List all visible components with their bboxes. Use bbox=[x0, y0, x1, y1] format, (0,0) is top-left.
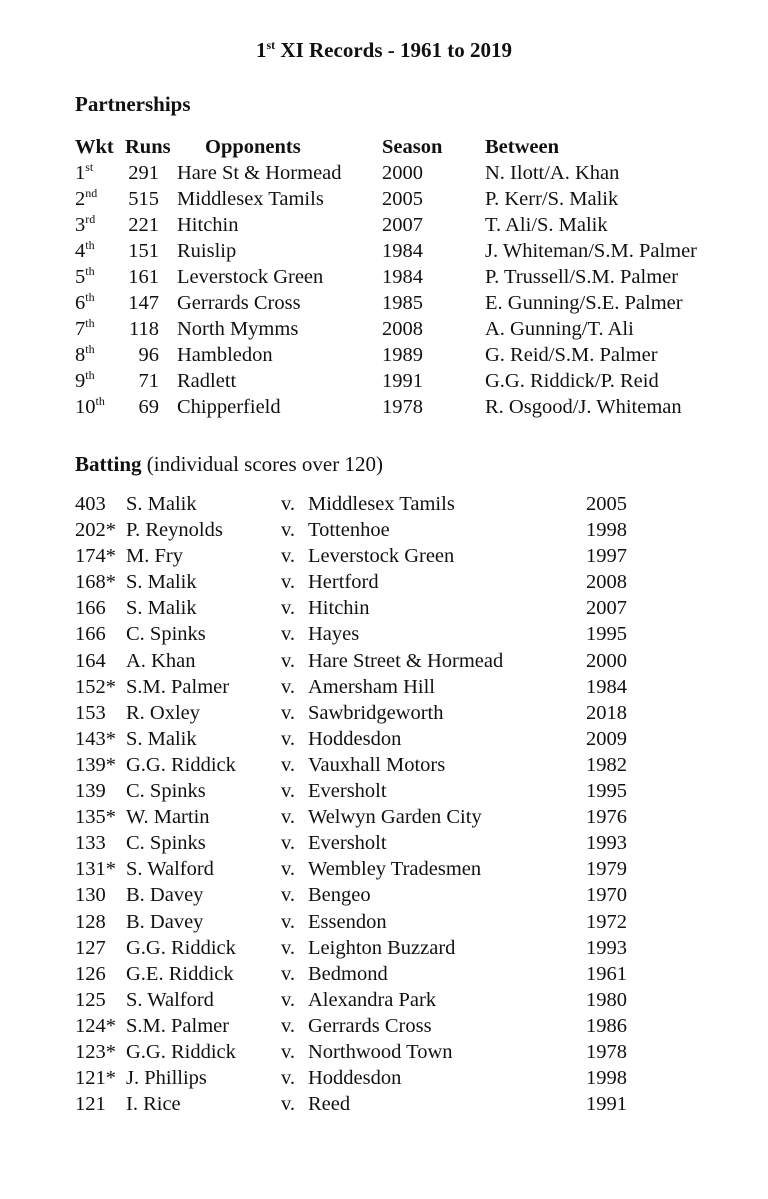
score-cell: 164 bbox=[75, 649, 106, 672]
season-cell: 1985 bbox=[382, 292, 423, 314]
year-cell: 2018 bbox=[586, 701, 627, 724]
batsman-cell: C. Spinks bbox=[126, 780, 206, 803]
year-cell: 1976 bbox=[586, 806, 627, 829]
score-cell: 130 bbox=[75, 884, 106, 907]
score-cell: 128 bbox=[75, 910, 106, 933]
versus-cell: v. bbox=[281, 1014, 296, 1037]
versus-cell: v. bbox=[281, 1040, 296, 1063]
between-cell: G. Reid/S.M. Palmer bbox=[485, 344, 658, 366]
opponents-cell: Gerrards Cross bbox=[177, 292, 301, 314]
year-cell: 1972 bbox=[586, 910, 627, 933]
score-cell: 133 bbox=[75, 832, 106, 855]
year-cell: 1991 bbox=[586, 1093, 627, 1116]
opponent-cell: Welwyn Garden City bbox=[308, 806, 482, 829]
opponent-cell: Hertford bbox=[308, 571, 379, 594]
opponents-cell: Radlett bbox=[177, 370, 237, 392]
header-wkt: Wkt bbox=[75, 136, 114, 158]
runs-cell: 147 bbox=[128, 292, 159, 314]
batting-row bbox=[75, 676, 715, 702]
page-title: 1st XI Records - 1961 to 2019 bbox=[256, 38, 512, 62]
year-cell: 1978 bbox=[586, 1040, 627, 1063]
opponents-cell: Leverstock Green bbox=[177, 266, 324, 288]
versus-cell: v. bbox=[281, 597, 296, 620]
year-cell: 1998 bbox=[586, 1067, 627, 1090]
year-cell: 1986 bbox=[586, 1014, 627, 1037]
partnerships-heading: Partnerships bbox=[75, 92, 191, 116]
between-cell: N. Ilott/A. Khan bbox=[485, 162, 620, 184]
score-cell: 202* bbox=[75, 519, 116, 542]
score-cell: 121* bbox=[75, 1067, 116, 1090]
opponent-cell: Northwood Town bbox=[308, 1040, 453, 1063]
partnership-row bbox=[75, 370, 755, 396]
opponent-cell: Alexandra Park bbox=[308, 988, 437, 1011]
score-cell: 123* bbox=[75, 1040, 116, 1063]
season-cell: 2005 bbox=[382, 188, 423, 210]
versus-cell: v. bbox=[281, 962, 296, 985]
batsman-cell: S.M. Palmer bbox=[126, 1014, 230, 1037]
year-cell: 1993 bbox=[586, 832, 627, 855]
batsman-cell: B. Davey bbox=[126, 884, 204, 907]
score-cell: 153 bbox=[75, 701, 106, 724]
batting-row bbox=[75, 728, 715, 754]
versus-cell: v. bbox=[281, 858, 296, 881]
score-cell: 131* bbox=[75, 858, 116, 881]
partnership-row bbox=[75, 162, 755, 188]
year-cell: 2007 bbox=[586, 597, 627, 620]
season-cell: 1978 bbox=[382, 396, 423, 418]
partnership-row bbox=[75, 344, 755, 370]
score-cell: 121 bbox=[75, 1093, 106, 1116]
year-cell: 2008 bbox=[586, 571, 627, 594]
wkt-cell: 1st bbox=[75, 160, 94, 184]
opponents-cell: Hambledon bbox=[177, 344, 273, 366]
versus-cell: v. bbox=[281, 936, 296, 959]
wkt-cell: 4th bbox=[75, 238, 95, 262]
season-cell: 1984 bbox=[382, 240, 423, 262]
score-cell: 168* bbox=[75, 571, 116, 594]
between-cell: P. Trussell/S.M. Palmer bbox=[485, 266, 679, 288]
score-cell: 143* bbox=[75, 727, 116, 750]
opponents-cell: Chipperfield bbox=[177, 396, 281, 418]
batsman-cell: G.G. Riddick bbox=[126, 1040, 236, 1063]
batsman-cell: S. Malik bbox=[126, 597, 197, 620]
partnership-row bbox=[75, 318, 755, 344]
batting-row bbox=[75, 519, 715, 545]
between-cell: A. Gunning/T. Ali bbox=[485, 318, 634, 340]
wkt-cell: 2nd bbox=[75, 186, 98, 210]
year-cell: 1997 bbox=[586, 545, 627, 568]
opponents-cell: Middlesex Tamils bbox=[177, 188, 324, 210]
versus-cell: v. bbox=[281, 701, 296, 724]
batting-row bbox=[75, 937, 715, 963]
opponent-cell: Essendon bbox=[308, 910, 387, 933]
batsman-cell: S. Walford bbox=[126, 858, 214, 881]
opponent-cell: Eversholt bbox=[308, 780, 387, 803]
versus-cell: v. bbox=[281, 727, 296, 750]
batting-row bbox=[75, 493, 715, 519]
wkt-cell: 10th bbox=[75, 394, 105, 418]
wkt-cell: 6th bbox=[75, 290, 95, 314]
opponent-cell: Bengeo bbox=[308, 884, 371, 907]
versus-cell: v. bbox=[281, 780, 296, 803]
batsman-cell: M. Fry bbox=[126, 545, 183, 568]
partnership-row bbox=[75, 214, 755, 240]
opponent-cell: Eversholt bbox=[308, 832, 387, 855]
header-runs: Runs bbox=[125, 136, 171, 158]
opponent-cell: Middlesex Tamils bbox=[308, 493, 455, 515]
runs-cell: 161 bbox=[128, 266, 159, 288]
opponent-cell: Vauxhall Motors bbox=[308, 753, 446, 776]
opponents-cell: Hitchin bbox=[177, 214, 239, 236]
batsman-cell: P. Reynolds bbox=[126, 519, 223, 542]
between-cell: R. Osgood/J. Whiteman bbox=[485, 396, 682, 418]
season-cell: 1984 bbox=[382, 266, 423, 288]
wkt-cell: 7th bbox=[75, 316, 95, 340]
opponent-cell: Hitchin bbox=[308, 597, 370, 620]
versus-cell: v. bbox=[281, 623, 296, 646]
batsman-cell: J. Phillips bbox=[126, 1067, 207, 1090]
between-cell: P. Kerr/S. Malik bbox=[485, 188, 619, 210]
between-cell: J. Whiteman/S.M. Palmer bbox=[485, 240, 698, 262]
batsman-cell: S. Walford bbox=[126, 988, 214, 1011]
versus-cell: v. bbox=[281, 832, 296, 855]
partnership-row bbox=[75, 188, 755, 214]
batsman-cell: G.G. Riddick bbox=[126, 753, 236, 776]
partnerships-header-row bbox=[75, 136, 755, 162]
batting-row bbox=[75, 650, 715, 676]
batsman-cell: G.E. Riddick bbox=[126, 962, 234, 985]
season-cell: 1989 bbox=[382, 344, 423, 366]
versus-cell: v. bbox=[281, 884, 296, 907]
opponent-cell: Hayes bbox=[308, 623, 360, 646]
batsman-cell: A. Khan bbox=[126, 649, 196, 672]
year-cell: 1995 bbox=[586, 780, 627, 803]
opponent-cell: Bedmond bbox=[308, 962, 388, 985]
score-cell: 135* bbox=[75, 806, 116, 829]
season-cell: 2000 bbox=[382, 162, 423, 184]
batting-row bbox=[75, 1015, 715, 1041]
versus-cell: v. bbox=[281, 1093, 296, 1116]
batsman-cell: C. Spinks bbox=[126, 832, 206, 855]
batting-row bbox=[75, 989, 715, 1015]
wkt-cell: 3rd bbox=[75, 212, 96, 236]
year-cell: 2005 bbox=[586, 493, 627, 515]
opponent-cell: Tottenhoe bbox=[308, 519, 390, 542]
batting-row bbox=[75, 911, 715, 937]
batsman-cell: S.M. Palmer bbox=[126, 675, 230, 698]
batting-row bbox=[75, 963, 715, 989]
batsman-cell: S. Malik bbox=[126, 571, 197, 594]
partnership-row bbox=[75, 240, 755, 266]
batsman-cell: I. Rice bbox=[126, 1093, 181, 1116]
versus-cell: v. bbox=[281, 545, 296, 568]
year-cell: 1980 bbox=[586, 988, 627, 1011]
year-cell: 1993 bbox=[586, 936, 627, 959]
score-cell: 152* bbox=[75, 675, 116, 698]
batting-row bbox=[75, 571, 715, 597]
batting-table bbox=[75, 493, 715, 1119]
batting-row bbox=[75, 1093, 715, 1119]
opponents-cell: Hare St & Hormead bbox=[177, 162, 342, 184]
wkt-cell: 9th bbox=[75, 368, 95, 392]
between-cell: E. Gunning/S.E. Palmer bbox=[485, 292, 683, 314]
year-cell: 1961 bbox=[586, 962, 627, 985]
batsman-cell: R. Oxley bbox=[126, 701, 201, 724]
batting-row bbox=[75, 832, 715, 858]
versus-cell: v. bbox=[281, 753, 296, 776]
season-cell: 2007 bbox=[382, 214, 423, 236]
opponent-cell: Hoddesdon bbox=[308, 1067, 402, 1090]
runs-cell: 151 bbox=[128, 240, 159, 262]
versus-cell: v. bbox=[281, 988, 296, 1011]
score-cell: 126 bbox=[75, 962, 106, 985]
score-cell: 139 bbox=[75, 780, 106, 803]
year-cell: 2000 bbox=[586, 649, 627, 672]
batting-row bbox=[75, 623, 715, 649]
opponent-cell: Reed bbox=[308, 1093, 351, 1116]
season-cell: 2008 bbox=[382, 318, 423, 340]
batting-row bbox=[75, 1041, 715, 1067]
versus-cell: v. bbox=[281, 649, 296, 672]
opponent-cell: Hoddesdon bbox=[308, 727, 402, 750]
batsman-cell: B. Davey bbox=[126, 910, 204, 933]
versus-cell: v. bbox=[281, 571, 296, 594]
year-cell: 1984 bbox=[586, 675, 627, 698]
between-cell: T. Ali/S. Malik bbox=[485, 214, 608, 236]
season-cell: 1991 bbox=[382, 370, 423, 392]
opponent-cell: Wembley Tradesmen bbox=[308, 858, 482, 881]
score-cell: 124* bbox=[75, 1014, 116, 1037]
year-cell: 1979 bbox=[586, 858, 627, 881]
header-between: Between bbox=[485, 136, 560, 158]
versus-cell: v. bbox=[281, 675, 296, 698]
score-cell: 125 bbox=[75, 988, 106, 1011]
runs-cell: 515 bbox=[128, 188, 159, 210]
opponent-cell: Leverstock Green bbox=[308, 545, 455, 568]
batting-row bbox=[75, 806, 715, 832]
batsman-cell: S. Malik bbox=[126, 727, 197, 750]
runs-cell: 96 bbox=[138, 344, 159, 366]
score-cell: 403 bbox=[75, 493, 106, 515]
batsman-cell: W. Martin bbox=[126, 806, 210, 829]
score-cell: 127 bbox=[75, 936, 106, 959]
opponent-cell: Leighton Buzzard bbox=[308, 936, 456, 959]
score-cell: 166 bbox=[75, 597, 106, 620]
header-opponents: Opponents bbox=[205, 136, 301, 158]
runs-cell: 69 bbox=[138, 396, 159, 418]
batting-row bbox=[75, 858, 715, 884]
versus-cell: v. bbox=[281, 910, 296, 933]
year-cell: 1995 bbox=[586, 623, 627, 646]
batsman-cell: S. Malik bbox=[126, 493, 197, 515]
batting-row bbox=[75, 754, 715, 780]
batting-heading: Batting (individual scores over 120) bbox=[75, 452, 383, 476]
runs-cell: 291 bbox=[128, 162, 159, 184]
versus-cell: v. bbox=[281, 519, 296, 542]
wkt-cell: 5th bbox=[75, 264, 95, 288]
between-cell: G.G. Riddick/P. Reid bbox=[485, 370, 659, 392]
partnership-row bbox=[75, 266, 755, 292]
batting-row bbox=[75, 597, 715, 623]
opponent-cell: Amersham Hill bbox=[308, 675, 435, 698]
opponents-cell: Ruislip bbox=[177, 240, 237, 262]
versus-cell: v. bbox=[281, 493, 296, 515]
year-cell: 1970 bbox=[586, 884, 627, 907]
versus-cell: v. bbox=[281, 806, 296, 829]
batting-row bbox=[75, 545, 715, 571]
opponents-cell: North Mymms bbox=[177, 318, 299, 340]
opponent-cell: Hare Street & Hormead bbox=[308, 649, 504, 672]
batsman-cell: C. Spinks bbox=[126, 623, 206, 646]
wkt-cell: 8th bbox=[75, 342, 95, 366]
batsman-cell: G.G. Riddick bbox=[126, 936, 236, 959]
batting-row bbox=[75, 1067, 715, 1093]
batting-row bbox=[75, 780, 715, 806]
partnerships-table bbox=[75, 136, 755, 422]
score-cell: 166 bbox=[75, 623, 106, 646]
score-cell: 174* bbox=[75, 545, 116, 568]
score-cell: 139* bbox=[75, 753, 116, 776]
year-cell: 2009 bbox=[586, 727, 627, 750]
opponent-cell: Sawbridgeworth bbox=[308, 701, 444, 724]
runs-cell: 118 bbox=[129, 318, 159, 340]
opponent-cell: Gerrards Cross bbox=[308, 1014, 432, 1037]
year-cell: 1998 bbox=[586, 519, 627, 542]
runs-cell: 221 bbox=[128, 214, 159, 236]
header-season: Season bbox=[382, 136, 443, 158]
runs-cell: 71 bbox=[138, 370, 159, 392]
partnership-row bbox=[75, 292, 755, 318]
year-cell: 1982 bbox=[586, 753, 627, 776]
partnership-row bbox=[75, 396, 755, 422]
batting-row bbox=[75, 702, 715, 728]
batting-row bbox=[75, 884, 715, 910]
versus-cell: v. bbox=[281, 1067, 296, 1090]
